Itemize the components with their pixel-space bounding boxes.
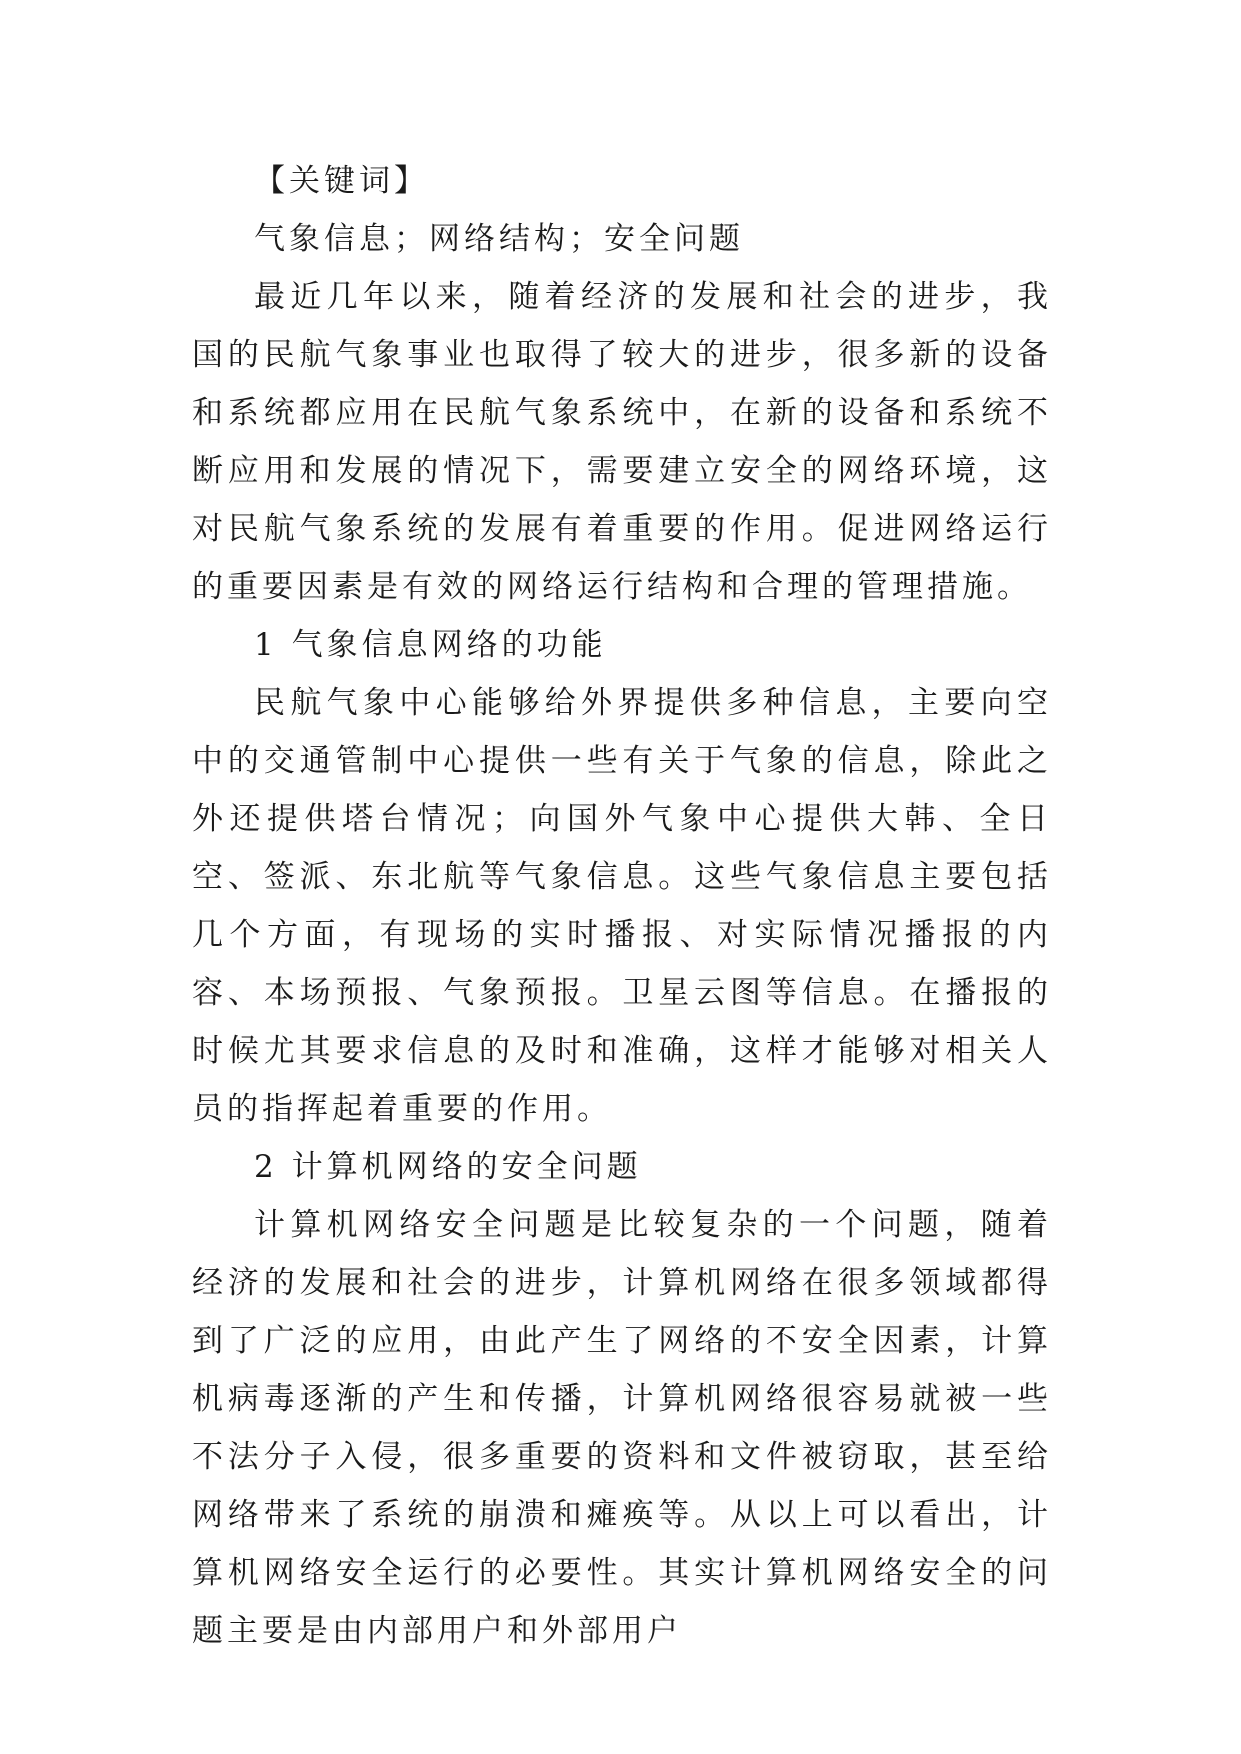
- section-1-heading: 1 气象信息网络的功能: [254, 627, 607, 663]
- section-2-heading: 2 计算机网络的安全问题: [254, 1149, 642, 1185]
- keywords-list: 气象信息；网络结构；安全问题: [254, 221, 744, 257]
- document-body: [192, 152, 1052, 1660]
- intro-paragraph: 最近几年以来，随着经济的发展和社会的进步，我国的民航气象事业也取得了较大的进步，很多新的设备和系统都应用在民航气象系统中，在新的设备和系统不断应用和发展的情况下，需要建立安全的网络环境，这对民航气象系统的发展有着重要的作用。促进网络运行的重要因素是有效的网络运行结构和合理的管理措施。: [192, 279, 1052, 605]
- section-2-paragraph: 计算机网络安全问题是比较复杂的一个问题，随着经济的发展和社会的进步，计算机网络在很多领域都得到了广泛的应用，由此产生了网络的不安全因素，计算机病毒逐渐的产生和传播，计算机网络很容易就被一些不法分子入侵，很多重要的资料和文件被窃取，甚至给网络带来了系统的崩溃和瘫痪等。从以上可以看出，计算机网络安全运行的必要性。其实计算机网络安全的问题主要是由内部用户和外部用户: [192, 1207, 1052, 1649]
- section-1-paragraph: 民航气象中心能够给外界提供多种信息，主要向空中的交通管制中心提供一些有关于气象的信息，除此之外还提供塔台情况；向国外气象中心提供大韩、全日空、签派、东北航等气象信息。这些气象信息主要包括几个方面，有现场的实时播报、对实际情况播报的内容、本场预报、气象预报。卫星云图等信息。在播报的时候尤其要求信息的及时和准确，这样才能够对相关人员的指挥起着重要的作用。: [192, 685, 1052, 1127]
- keywords-heading: 【关键词】: [254, 163, 429, 199]
